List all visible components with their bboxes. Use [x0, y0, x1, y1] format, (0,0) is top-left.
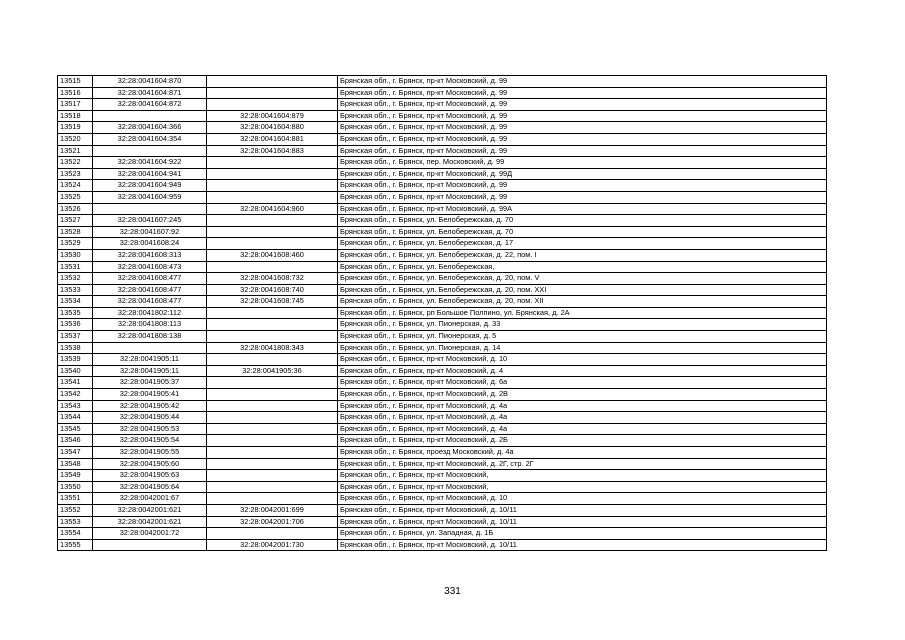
cadastral-number-cell: 32:28:0041808:113: [93, 319, 207, 331]
table-row: [58, 76, 827, 88]
page-number: 331: [444, 586, 461, 597]
object-number-cell: [207, 157, 338, 169]
row-number-cell: 13522: [58, 157, 93, 169]
row-number-cell: 13518: [58, 110, 93, 122]
address-cell: Брянская обл., г. Брянск, пр-кт Московский, д. 99: [338, 122, 827, 134]
address-cell: Брянская обл., г. Брянск, ул. Белобережская, д. 70: [338, 226, 827, 238]
cadastral-number-cell: 32:28:0041905:54: [93, 435, 207, 447]
object-number-cell: 32:28:0042001:730: [207, 539, 338, 551]
table-row: [58, 493, 827, 505]
row-number-cell: 13550: [58, 481, 93, 493]
table-row: [58, 261, 827, 273]
row-number-cell: 13543: [58, 400, 93, 412]
row-number-cell: 13519: [58, 122, 93, 134]
row-number-cell: 13534: [58, 296, 93, 308]
row-number-cell: 13548: [58, 458, 93, 470]
cadastral-number-cell: 32:28:0041608:473: [93, 261, 207, 273]
object-number-cell: 32:28:0041905:36: [207, 365, 338, 377]
table-row: [58, 180, 827, 192]
row-number-cell: 13546: [58, 435, 93, 447]
table-row: [58, 87, 827, 99]
object-number-cell: 32:28:0041604:880: [207, 122, 338, 134]
object-number-cell: [207, 412, 338, 424]
cadastral-table-body: [58, 76, 827, 551]
address-cell: Брянская обл., г. Брянск, пр-кт Московский, д. 4а: [338, 412, 827, 424]
cadastral-number-cell: 32:28:0041604:872: [93, 99, 207, 111]
address-cell: Брянская обл., г. Брянск, пр-кт Московский, д. 4: [338, 365, 827, 377]
address-cell: Брянская обл., г. Брянск, ул. Белобережская, д. 20, пом. V: [338, 273, 827, 285]
cadastral-number-cell: [93, 110, 207, 122]
cadastral-number-cell: 32:28:0041604:354: [93, 133, 207, 145]
row-number-cell: 13523: [58, 168, 93, 180]
cadastral-number-cell: 32:28:0041608:313: [93, 249, 207, 261]
table-row: [58, 157, 827, 169]
cadastral-number-cell: 32:28:0041604:959: [93, 191, 207, 203]
object-number-cell: 32:28:0041608:740: [207, 284, 338, 296]
row-number-cell: 13527: [58, 215, 93, 227]
table-row: [58, 331, 827, 343]
cadastral-number-cell: [93, 539, 207, 551]
address-cell: Брянская обл., г. Брянск, пр-кт Московский, д. 2В: [338, 389, 827, 401]
object-number-cell: [207, 99, 338, 111]
address-cell: Брянская обл., г. Брянск, ул. Белобережская, д. 70: [338, 215, 827, 227]
row-number-cell: 13526: [58, 203, 93, 215]
row-number-cell: 13540: [58, 365, 93, 377]
object-number-cell: [207, 168, 338, 180]
object-number-cell: [207, 493, 338, 505]
table-row: [58, 365, 827, 377]
table-row: [58, 145, 827, 157]
cadastral-number-cell: 32:28:0041808:138: [93, 331, 207, 343]
object-number-cell: [207, 87, 338, 99]
cadastral-number-cell: 32:28:0041905:42: [93, 400, 207, 412]
table-row: [58, 435, 827, 447]
table-row: [58, 226, 827, 238]
address-cell: Брянская обл., г. Брянск, пр-кт Московский, д. 10/11: [338, 504, 827, 516]
address-cell: Брянская обл., г. Брянск, ул. Белобережская, д. 22, пом. I: [338, 249, 827, 261]
object-number-cell: [207, 180, 338, 192]
table-row: [58, 307, 827, 319]
table-row: [58, 354, 827, 366]
table-row: [58, 504, 827, 516]
cadastral-number-cell: 32:28:0041604:366: [93, 122, 207, 134]
object-number-cell: [207, 354, 338, 366]
object-number-cell: [207, 377, 338, 389]
address-cell: Брянская обл., г. Брянск, рп Большое Полпино, ул. Брянская, д. 2А: [338, 307, 827, 319]
address-cell: Брянская обл., г. Брянск, пр-кт Московский, д. 10/11: [338, 539, 827, 551]
table-row: [58, 470, 827, 482]
object-number-cell: [207, 400, 338, 412]
address-cell: Брянская обл., г. Брянск, пр-кт Московский, д. 99: [338, 191, 827, 203]
table-row: [58, 400, 827, 412]
address-cell: Брянская обл., г. Брянск, пр-кт Московский, д. 99: [338, 110, 827, 122]
address-cell: Брянская обл., г. Брянск, пр-кт Московский, д. 99: [338, 87, 827, 99]
table-row: [58, 412, 827, 424]
address-cell: Брянская обл., г. Брянск, пр-кт Московский, д. 2Г, стр. 2Г: [338, 458, 827, 470]
cadastral-number-cell: 32:28:0041604:922: [93, 157, 207, 169]
object-number-cell: [207, 238, 338, 250]
row-number-cell: 13551: [58, 493, 93, 505]
address-cell: Брянская обл., г. Брянск, пр-кт Московский, д. 10: [338, 354, 827, 366]
row-number-cell: 13553: [58, 516, 93, 528]
row-number-cell: 13525: [58, 191, 93, 203]
table-row: [58, 284, 827, 296]
object-number-cell: 32:28:0041608:745: [207, 296, 338, 308]
row-number-cell: 13549: [58, 470, 93, 482]
cadastral-number-cell: [93, 203, 207, 215]
address-cell: Брянская обл., г. Брянск, пр-кт Московский, д. 4а: [338, 423, 827, 435]
row-number-cell: 13552: [58, 504, 93, 516]
table-row: [58, 168, 827, 180]
cadastral-number-cell: 32:28:0041607:245: [93, 215, 207, 227]
cadastral-number-cell: [93, 342, 207, 354]
object-number-cell: [207, 76, 338, 88]
object-number-cell: [207, 307, 338, 319]
object-number-cell: [207, 215, 338, 227]
object-number-cell: [207, 319, 338, 331]
object-number-cell: 32:28:0041604:881: [207, 133, 338, 145]
cadastral-number-cell: 32:28:0041905:55: [93, 447, 207, 459]
address-cell: Брянская обл., г. Брянск, проезд Московский, д. 4а: [338, 447, 827, 459]
address-cell: Брянская обл., г. Брянск, пр-кт Московский, д. 99: [338, 133, 827, 145]
cadastral-number-cell: 32:28:0041604:870: [93, 76, 207, 88]
object-number-cell: 32:28:0041604:960: [207, 203, 338, 215]
table-row: [58, 296, 827, 308]
object-number-cell: 32:28:0041608:460: [207, 249, 338, 261]
table-row: [58, 389, 827, 401]
table-row: [58, 99, 827, 111]
object-number-cell: [207, 389, 338, 401]
cadastral-number-cell: 32:28:0042001:621: [93, 516, 207, 528]
cadastral-number-cell: 32:28:0041604:949: [93, 180, 207, 192]
address-cell: Брянская обл., г. Брянск, ул. Пионерская, д. 14: [338, 342, 827, 354]
object-number-cell: [207, 261, 338, 273]
object-number-cell: [207, 470, 338, 482]
row-number-cell: 13515: [58, 76, 93, 88]
cadastral-number-cell: 32:28:0041905:53: [93, 423, 207, 435]
table-row: [58, 539, 827, 551]
cadastral-number-cell: [93, 145, 207, 157]
address-cell: Брянская обл., г. Брянск, ул. Западная, д. 1Б: [338, 528, 827, 540]
object-number-cell: 32:28:0041604:879: [207, 110, 338, 122]
table-row: [58, 133, 827, 145]
row-number-cell: 13544: [58, 412, 93, 424]
cadastral-number-cell: 32:28:0041905:11: [93, 354, 207, 366]
object-number-cell: [207, 226, 338, 238]
address-cell: Брянская обл., г. Брянск, пр-кт Московский,: [338, 470, 827, 482]
address-cell: Брянская обл., г. Брянск, пр-кт Московский, д. 99А: [338, 203, 827, 215]
cadastral-number-cell: 32:28:0041905:37: [93, 377, 207, 389]
row-number-cell: 13516: [58, 87, 93, 99]
cadastral-number-cell: 32:28:0042001:72: [93, 528, 207, 540]
row-number-cell: 13529: [58, 238, 93, 250]
address-cell: Брянская обл., г. Брянск, пр-кт Московский,: [338, 481, 827, 493]
cadastral-number-cell: 32:28:0041802:112: [93, 307, 207, 319]
cadastral-number-cell: 32:28:0041905:41: [93, 389, 207, 401]
object-number-cell: [207, 435, 338, 447]
row-number-cell: 13539: [58, 354, 93, 366]
table-row: [58, 273, 827, 285]
table-row: [58, 528, 827, 540]
row-number-cell: 13554: [58, 528, 93, 540]
table-row: [58, 319, 827, 331]
cadastral-number-cell: 32:28:0041608:477: [93, 296, 207, 308]
row-number-cell: 13530: [58, 249, 93, 261]
address-cell: Брянская обл., г. Брянск, ул. Пионерская, д. 33: [338, 319, 827, 331]
table-row: [58, 238, 827, 250]
row-number-cell: 13533: [58, 284, 93, 296]
object-number-cell: 32:28:0042001:706: [207, 516, 338, 528]
cadastral-number-cell: 32:28:0041905:60: [93, 458, 207, 470]
cadastral-number-cell: 32:28:0041608:24: [93, 238, 207, 250]
address-cell: Брянская обл., г. Брянск, пр-кт Московский, д. 99: [338, 145, 827, 157]
object-number-cell: [207, 458, 338, 470]
row-number-cell: 13537: [58, 331, 93, 343]
cadastral-number-cell: 32:28:0041608:477: [93, 273, 207, 285]
table-row: [58, 377, 827, 389]
cadastral-number-cell: 32:28:0041607:92: [93, 226, 207, 238]
table-row: [58, 447, 827, 459]
cadastral-table: [57, 75, 827, 551]
table-row: [58, 458, 827, 470]
cadastral-number-cell: 32:28:0041905:11: [93, 365, 207, 377]
address-cell: Брянская обл., г. Брянск, ул. Белобережская, д. 20, пом. XXI: [338, 284, 827, 296]
row-number-cell: 13542: [58, 389, 93, 401]
address-cell: Брянская обл., г. Брянск, ул. Белобережская, д. 20, пом. XII: [338, 296, 827, 308]
cadastral-number-cell: 32:28:0041905:44: [93, 412, 207, 424]
object-number-cell: 32:28:0041808:343: [207, 342, 338, 354]
object-number-cell: [207, 331, 338, 343]
cadastral-number-cell: 32:28:0041604:941: [93, 168, 207, 180]
cadastral-number-cell: 32:28:0041604:871: [93, 87, 207, 99]
row-number-cell: 13547: [58, 447, 93, 459]
address-cell: Брянская обл., г. Брянск, пр-кт Московский, д. 99: [338, 76, 827, 88]
object-number-cell: [207, 423, 338, 435]
address-cell: Брянская обл., г. Брянск, пр-кт Московский, д. 99Д: [338, 168, 827, 180]
table-row: [58, 122, 827, 134]
table-row: [58, 110, 827, 122]
address-cell: Брянская обл., г. Брянск, ул. Белобережская,: [338, 261, 827, 273]
row-number-cell: 13524: [58, 180, 93, 192]
cadastral-number-cell: 32:28:0041608:477: [93, 284, 207, 296]
address-cell: Брянская обл., г. Брянск, ул. Пионерская, д. 5: [338, 331, 827, 343]
table-row: [58, 215, 827, 227]
cadastral-number-cell: 32:28:0041905:63: [93, 470, 207, 482]
row-number-cell: 13538: [58, 342, 93, 354]
row-number-cell: 13541: [58, 377, 93, 389]
row-number-cell: 13517: [58, 99, 93, 111]
table-row: [58, 191, 827, 203]
object-number-cell: [207, 481, 338, 493]
table-row: [58, 342, 827, 354]
row-number-cell: 13528: [58, 226, 93, 238]
object-number-cell: 32:28:0042001:699: [207, 504, 338, 516]
address-cell: Брянская обл., г. Брянск, пр-кт Московский, д. 10/11: [338, 516, 827, 528]
row-number-cell: 13521: [58, 145, 93, 157]
row-number-cell: 13545: [58, 423, 93, 435]
address-cell: Брянская обл., г. Брянск, ул. Белобережская, д. 17: [338, 238, 827, 250]
table-row: [58, 481, 827, 493]
table-row: [58, 423, 827, 435]
table-row: [58, 516, 827, 528]
object-number-cell: [207, 447, 338, 459]
address-cell: Брянская обл., г. Брянск, пр-кт Московский, д. 4а: [338, 400, 827, 412]
object-number-cell: 32:28:0041608:732: [207, 273, 338, 285]
row-number-cell: 13531: [58, 261, 93, 273]
table-row: [58, 203, 827, 215]
object-number-cell: [207, 528, 338, 540]
table-row: [58, 249, 827, 261]
cadastral-number-cell: 32:28:0041905:64: [93, 481, 207, 493]
address-cell: Брянская обл., г. Брянск, пер. Московский, д. 99: [338, 157, 827, 169]
cadastral-number-cell: 32:28:0042001:621: [93, 504, 207, 516]
address-cell: Брянская обл., г. Брянск, пр-кт Московский, д. 6а: [338, 377, 827, 389]
cadastral-number-cell: 32:28:0042001:67: [93, 493, 207, 505]
address-cell: Брянская обл., г. Брянск, пр-кт Московский, д. 99: [338, 99, 827, 111]
row-number-cell: 13532: [58, 273, 93, 285]
row-number-cell: 13535: [58, 307, 93, 319]
address-cell: Брянская обл., г. Брянск, пр-кт Московский, д. 2Б: [338, 435, 827, 447]
row-number-cell: 13536: [58, 319, 93, 331]
object-number-cell: 32:28:0041604:883: [207, 145, 338, 157]
address-cell: Брянская обл., г. Брянск, пр-кт Московский, д. 99: [338, 180, 827, 192]
address-cell: Брянская обл., г. Брянск, пр-кт Московский, д. 10: [338, 493, 827, 505]
object-number-cell: [207, 191, 338, 203]
row-number-cell: 13555: [58, 539, 93, 551]
row-number-cell: 13520: [58, 133, 93, 145]
